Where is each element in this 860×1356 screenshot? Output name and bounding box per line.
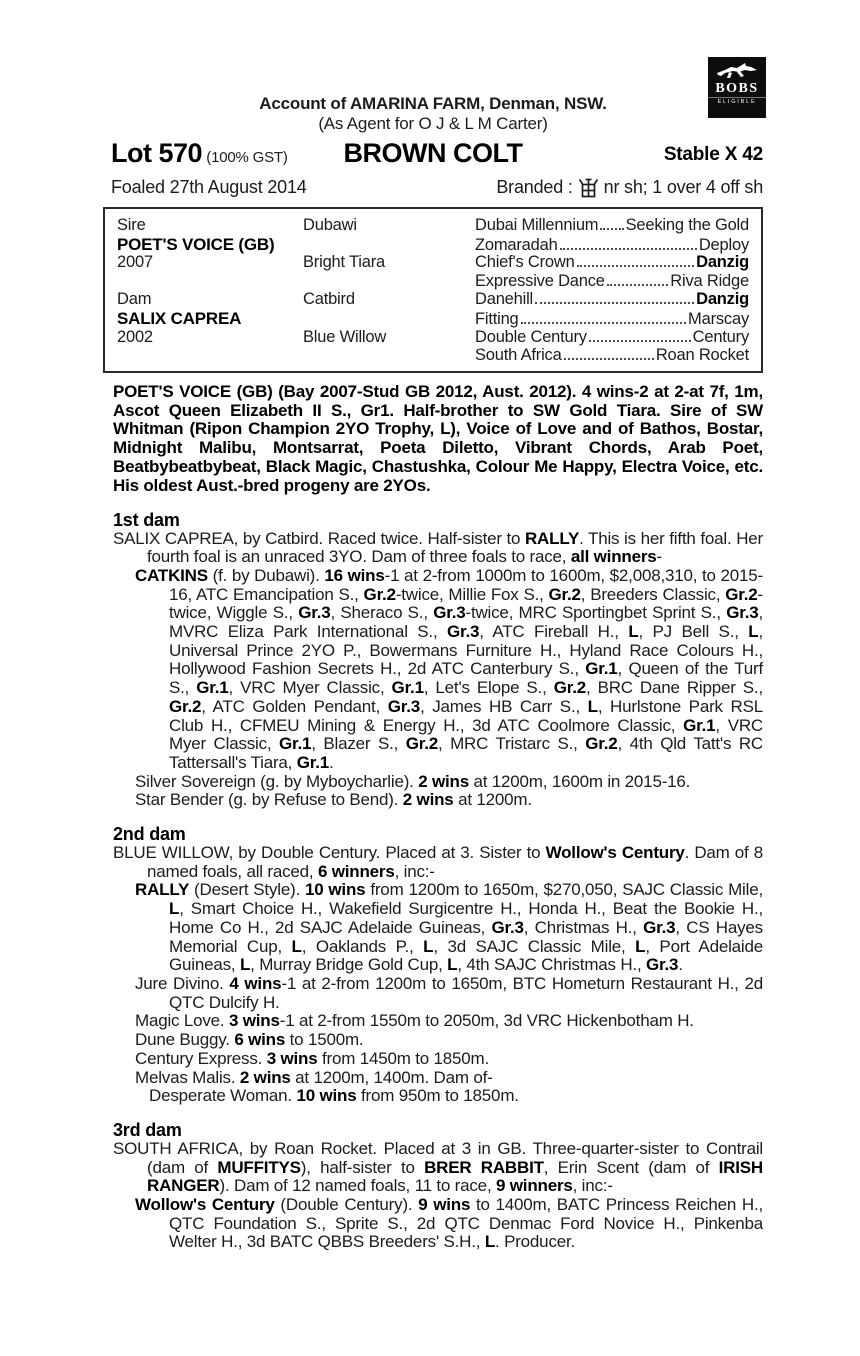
- sire-label: Sire: [117, 216, 146, 234]
- gen3-right: Marscay: [688, 309, 749, 328]
- foal-entry: Jure Divino. 4 wins-1 at 2-from 1200m to 1650m, BTC Hometurn Restaurant H., 2d QTC Dulcify H.: [135, 974, 763, 1012]
- gen3-left: South Africa: [475, 346, 562, 365]
- foal-entry: Dune Buggy. 6 wins to 1500m.: [135, 1030, 364, 1050]
- gen3-right: Seeking the Gold: [625, 216, 749, 234]
- gen3-row: [475, 290, 749, 309]
- dot-leader: [577, 265, 695, 267]
- dam-sire: Catbird: [303, 290, 355, 309]
- gen3-right: Riva Ridge: [670, 271, 749, 290]
- dot-leader: [600, 228, 623, 230]
- branded-label: Branded :: [496, 177, 573, 197]
- dam-entry: SOUTH AFRICA, by Roan Rocket. Placed at 3 in GB. Three-quarter-sister to Contrail (dam of MUFFITYS), half-sister to BRER RABBIT, Erin Scent (dam of IRISH RANGER). Dam of 12 named foals, 11 to race, 9 winners, inc:-: [113, 1138, 763, 1196]
- horse-title: BROWN COLT: [343, 138, 523, 168]
- foal-row: [103, 175, 763, 199]
- foal-entry: Star Bender (g. by Refuse to Bend). 2 wins at 1200m.: [135, 790, 532, 810]
- section-heading-1st-dam: 1st dam: [113, 509, 180, 530]
- logo-text-eligible: ELIGIBLE: [708, 97, 766, 106]
- gen3-left: Chief's Crown: [475, 253, 575, 272]
- foal-entry: Silver Sovereign (g. by Myboycharlie). 2 wins at 1200m, 1600m in 2015-16.: [135, 771, 691, 791]
- dot-leader: [564, 358, 654, 360]
- dot-leader: [607, 284, 669, 286]
- agent-line: (As Agent for O J & L M Carter): [318, 114, 548, 133]
- racing-horse-icon: [715, 61, 759, 81]
- gen3-row: [475, 272, 749, 291]
- foal-entry: Magic Love. 3 wins-1 at 2-from 1550m to 2050m, 3d VRC Hickenbotham H.: [135, 1011, 694, 1031]
- page-content: [103, 94, 763, 1252]
- foal-entry: Melvas Malis. 2 wins at 1200m, 1400m. Dam of-: [135, 1067, 493, 1087]
- gen3-row: [475, 310, 749, 329]
- gen3-right: Roan Rocket: [655, 346, 749, 365]
- section-heading-3rd-dam: 3rd dam: [113, 1119, 182, 1140]
- section-heading-2nd-dam: 2nd dam: [113, 824, 186, 845]
- logo-text-bobs: BOBS: [715, 81, 759, 96]
- foal-entry: Century Express. 3 wins from 1450m to 1850m.: [135, 1048, 490, 1068]
- gen3-row: [475, 236, 749, 255]
- branded-line: [496, 175, 763, 199]
- sire-name: POET'S VOICE (GB): [117, 234, 275, 254]
- branded-text: nr sh; 1 over 4 off sh: [603, 177, 763, 197]
- foal-entry: RALLY (Desert Style). 10 wins from 1200m to 1650m, $270,050, SAJC Classic Mile, L, Smart Choice H., Wakefield Surgicentre H., Honda H., Beat the Bookie H., Home Co H., 2d SAJC Adelaide Guineas, Gr.3, Christmas H., Gr.3, CS Hayes Memorial Cup, L, Oaklands P., L, 3d SAJC Classic Mile, L, Port Adelaide Guineas, L, Murray Bridge Gold Cup, L, 4th SAJC Christmas H., Gr.3.: [135, 880, 763, 975]
- gen3-left: Danehill: [475, 290, 534, 309]
- sire-dam: Bright Tiara: [303, 253, 385, 272]
- account-line: Account of AMARINA FARM, Denman, NSW.: [259, 94, 607, 113]
- gen3-row: [475, 328, 749, 347]
- gen3-left: Expressive Dance: [475, 271, 605, 290]
- dot-leader: [521, 322, 687, 324]
- stable-number: Stable X 42: [663, 144, 763, 165]
- dot-leader: [535, 302, 694, 304]
- foal-entry: Wollow's Century (Double Century). 9 wins to 1400m, BATC Princess Reichen H., QTC Foundation S., Sprite S., 2d QTC Denmac Ford Novice H., Pinkenba Welter H., 3d BATC QBBS Breeders' S.H., L. Producer.: [135, 1195, 763, 1252]
- gen3-row: [475, 216, 749, 235]
- dot-leader: [589, 340, 691, 342]
- lot-row: [103, 138, 763, 172]
- dam-entry: SALIX CAPREA, by Catbird. Raced twice. Half-sister to RALLY. This is her fifth foal. Her fourth foal is an unraced 3YO. Dam of three foals to race, all winners-: [113, 528, 763, 567]
- dam-dam: Blue Willow: [303, 327, 387, 346]
- dam-name: SALIX CAPREA: [117, 308, 242, 328]
- gen3-right: Danzig: [696, 290, 749, 309]
- dam-entry: BLUE WILLOW, by Double Century. Placed at 3. Sister to Wollow's Century. Dam of 8 named foals, all raced, 6 winners, inc:-: [113, 843, 763, 881]
- gen3-left: Zomaradah: [475, 235, 558, 254]
- gen3-right: Deploy: [698, 235, 749, 254]
- pedigree-table: [103, 207, 763, 373]
- lot-number: Lot 570: [111, 138, 203, 168]
- gen3-row: [475, 346, 749, 365]
- dam-year: 2002: [117, 327, 153, 346]
- subfoal-entry: Desperate Woman. 10 wins from 950m to 1850m.: [149, 1086, 519, 1106]
- foaled-date: Foaled 27th August 2014: [111, 177, 307, 197]
- dam-label: Dam: [117, 290, 152, 309]
- sire-summary: POET'S VOICE (GB) (Bay 2007-Stud GB 2012, Aust. 2012). 4 wins-2 at 2-at 7f, 1m, Ascot Queen Elizabeth II S., Gr1. Half-brother to SW Gold Tiara. Sire of SW Whitman (Ripon Champion 2YO Trophy, L), Voice of Love and of Bathos, Bostar, Midnight Malibu, Montsarrat, Poeta Diletto, Vibrant Chords, Arab Poet, Beatbybeatbybeat, Black Magic, Chastushka, Colour Me Happy, Electra Voice, etc. His oldest Aust.-bred progeny are 2YOs.: [113, 381, 763, 495]
- sire-year: 2007: [117, 253, 153, 272]
- gen3-right: Century: [692, 327, 749, 346]
- gen3-row: [475, 253, 749, 272]
- gen3-left: Fitting: [475, 309, 519, 328]
- horse-brand-icon: [578, 176, 599, 198]
- foal-entry: CATKINS (f. by Dubawi). 16 wins-1 at 2-from 1000m to 1600m, $2,008,310, to 2015-16, ATC Emancipation S., Gr.2-twice, Millie Fox S., Gr.2, Breeders Classic, Gr.2-twice, Wiggle S., Gr.3, Sheraco S., Gr.3-twice, MRC Sportingbet Sprint S., Gr.3, MVRC Eliza Park International S., Gr.3, ATC Fireball H., L, PJ Bell S., L, Universal Prince 2YO P., Bowermans Furniture H., Hyland Race Colours H., Hollywood Fashion Secrets H., 2d ATC Canterbury S., Gr.1, Queen of the Turf S., Gr.1, VRC Myer Classic, Gr.1, Let's Elope S., Gr.2, BRC Dane Ripper S., Gr.2, ATC Golden Pendant, Gr.3, James HB Carr S., L, Hurlstone Park RSL Club H., CFMEU Mining & Energy H., 3d ATC Coolmore Classic, Gr.1, VRC Myer Classic, Gr.1, Blazer S., Gr.2, MRC Tristarc S., Gr.2, 4th Qld Tatt's RC Tattersall's Tiara, Gr.1.: [135, 565, 764, 772]
- sire-sire: Dubawi: [303, 216, 357, 234]
- gen3-right: Danzig: [696, 253, 749, 272]
- gst-note: (100% GST): [206, 149, 288, 166]
- gen3-left: Double Century: [475, 327, 587, 346]
- body-text: [103, 383, 763, 1252]
- dot-leader: [560, 248, 697, 250]
- gen3-left: Dubai Millennium: [475, 216, 599, 234]
